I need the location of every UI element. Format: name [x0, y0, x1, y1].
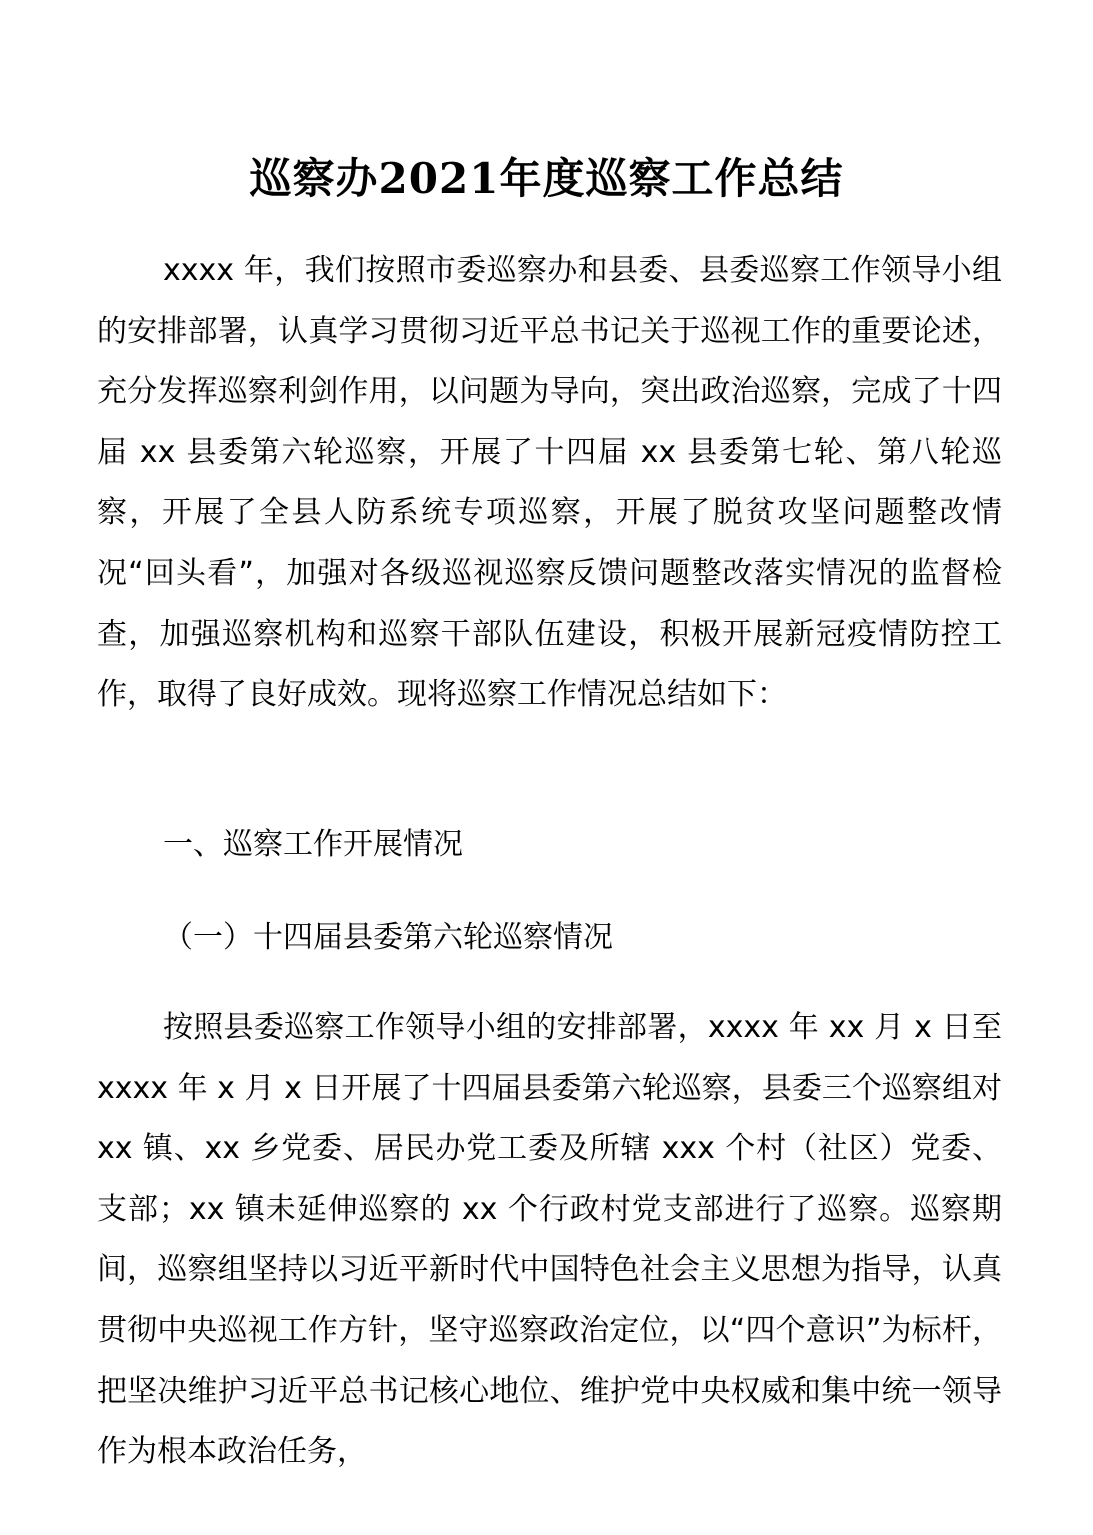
subsection-heading-1: （一）十四届县委第六轮巡察情况	[163, 920, 613, 955]
section-heading-1: 一、巡察工作开展情况	[163, 827, 463, 862]
document-title: 巡察办2021年度巡察工作总结	[249, 154, 844, 203]
intro-paragraph: xxxx 年，我们按照市委巡察办和县委、县委巡察工作领导小组的安排部署，认真学习贯彻习近平总书记关于巡视工作的重要论述，充分发挥巡察利剑作用，以问题为导向，突出政治巡察，完成了十四届 xx 县委第六轮巡察，开展了十四届 xx 县委第七轮、第八轮巡察，开展了全县人防系统专项巡察，开展了脱贫攻坚问题整改情况“回头看”，加强对各级巡视巡察反馈问题整改落实情况的监督检查，加强巡察机构和巡察干部队伍建设，积极开展新冠疫情防控工作，取得了良好成效。现将巡察工作情况总结如下：	[97, 253, 1002, 713]
body-paragraph: 按照县委巡察工作领导小组的安排部署，xxxx 年 xx 月 x 日至 xxxx 年 x 月 x 日开展了十四届县委第六轮巡察，县委三个巡察组对 xx 镇、xx 乡党委、居民办党工委及所辖 xxx 个村（社区）党委、支部；xx 镇未延伸巡察的 xx 个行政村党支部进行了巡察。巡察期间，巡察组坚持以习近平新时代中国特色社会主义思想为指导，认真贯彻中央巡视工作方针，坚守巡察政治定位，以“四个意识”为标杆，把坚决维护习近平总书记核心地位、维护党中央权威和集中统一领导作为根本政治任务，	[97, 1010, 1002, 1470]
